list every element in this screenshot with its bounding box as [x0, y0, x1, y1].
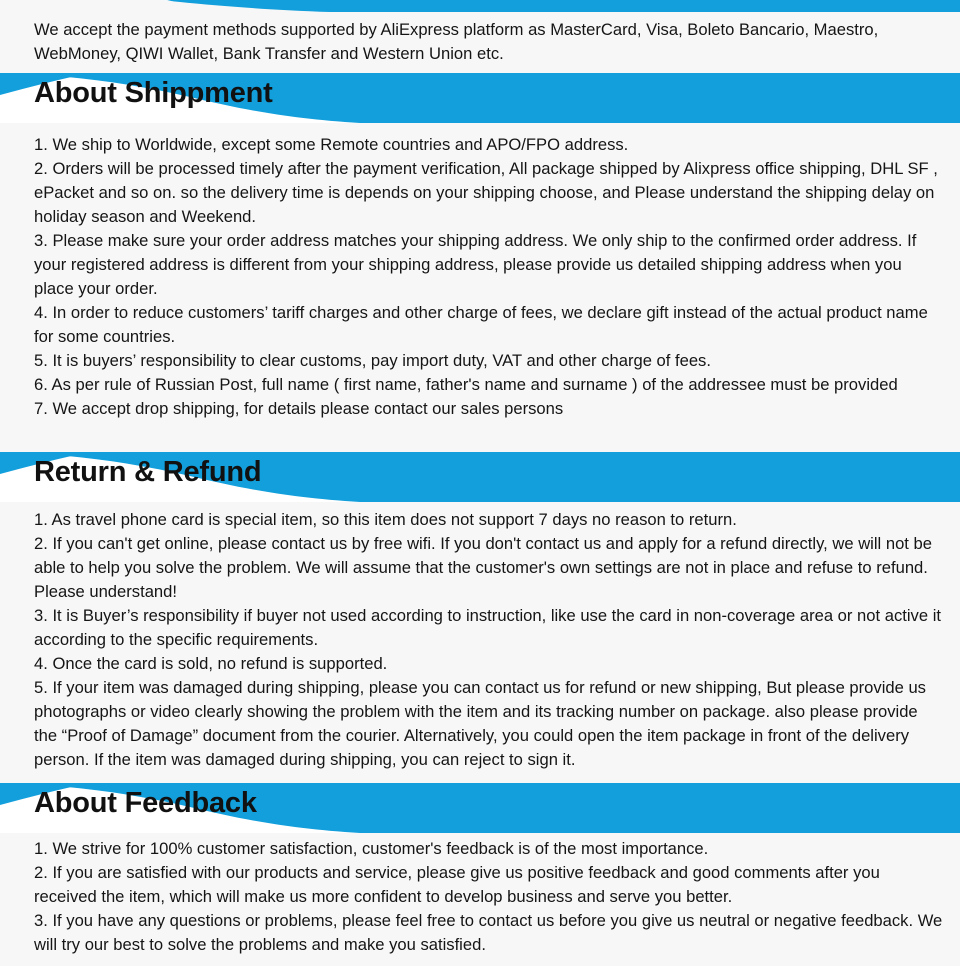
section-title-shipping: About Shippment: [34, 77, 273, 109]
shipping-content: [34, 133, 944, 421]
list-item: 3. If you have any questions or problems, please feel free to contact us before you give us neutral or negative feedback. We will try our best to solve the problems and make you satisfied.: [34, 911, 943, 954]
section-banner-feedback: [0, 783, 960, 833]
section-title-refund: Return & Refund: [34, 456, 262, 488]
top-banner-fragment: [0, 0, 960, 12]
list-item: 5. If your item was damaged during shipping, please you can contact us for refund or new shipping, But please provide us photographs or video clearly showing the problem with the item and its tracking number on package. also please provide the “Proof of Damage” document from the courier. Alternatively, you could open the item package in front of the delivery person. If the item was damaged during shipping, you can reject to sign it.: [34, 678, 926, 769]
refund-content: [34, 508, 944, 772]
list-item: 3. Please make sure your order address matches your shipping address. We only ship to the confirmed order address. If your registered address is different from your shipping address, please provide us detailed shipping address when you place your order.: [34, 231, 917, 298]
list-item: 4. Once the card is sold, no refund is supported.: [34, 654, 388, 673]
feedback-content: [34, 837, 944, 957]
list-item: 2. If you can't get online, please contact us by free wifi. If you don't contact us and apply for a refund directly, we will not be able to help you solve the problem. We will assume that the customer's own settings are not in place and refuse to refund. Please understand!: [34, 534, 932, 601]
list-item: 3. It is Buyer’s responsibility if buyer not used according to instruction, like use the card in non-coverage area or not active it according to the specific requirements.: [34, 606, 941, 649]
section-banner-shipping: [0, 73, 960, 123]
list-item: 1. We ship to Worldwide, except some Remote countries and APO/FPO address.: [34, 135, 629, 154]
payment-methods-text: [34, 18, 944, 66]
banner-swoosh: [0, 0, 960, 12]
list-item: 1. We strive for 100% customer satisfaction, customer's feedback is of the most importance.: [34, 839, 709, 858]
section-banner-refund: [0, 452, 960, 502]
list-item: 6. As per rule of Russian Post, full name ( first name, father's name and surname ) of the addressee must be provided: [34, 375, 898, 394]
list-item: 1. As travel phone card is special item, so this item does not support 7 days no reason to return.: [34, 510, 737, 529]
list-item: 2. Orders will be processed timely after the payment verification, All package shipped by Alixpress office shipping, DHL SF , ePacket and so on. so the delivery time is depends on your shipping choose, and Please understand the shipping delay on holiday season and Weekend.: [34, 159, 938, 226]
list-item: 2. If you are satisfied with our products and service, please give us positive feedback and good comments after you received the item, which will make us more confident to develop business and serve you better.: [34, 863, 880, 906]
list-item: 7. We accept drop shipping, for details please contact our sales persons: [34, 399, 564, 418]
payment-paragraph: We accept the payment methods supported by AliExpress platform as MasterCard, Visa, Boleto Bancario, Maestro, WebMoney, QIWI Wallet, Bank Transfer and Western Union etc.: [34, 20, 879, 63]
list-item: 4. In order to reduce customers’ tariff charges and other charge of fees, we declare gift instead of the actual product name for some countries.: [34, 303, 928, 346]
section-title-feedback: About Feedback: [34, 787, 257, 819]
list-item: 5. It is buyers’ responsibility to clear customs, pay import duty, VAT and other charge of fees.: [34, 351, 711, 370]
